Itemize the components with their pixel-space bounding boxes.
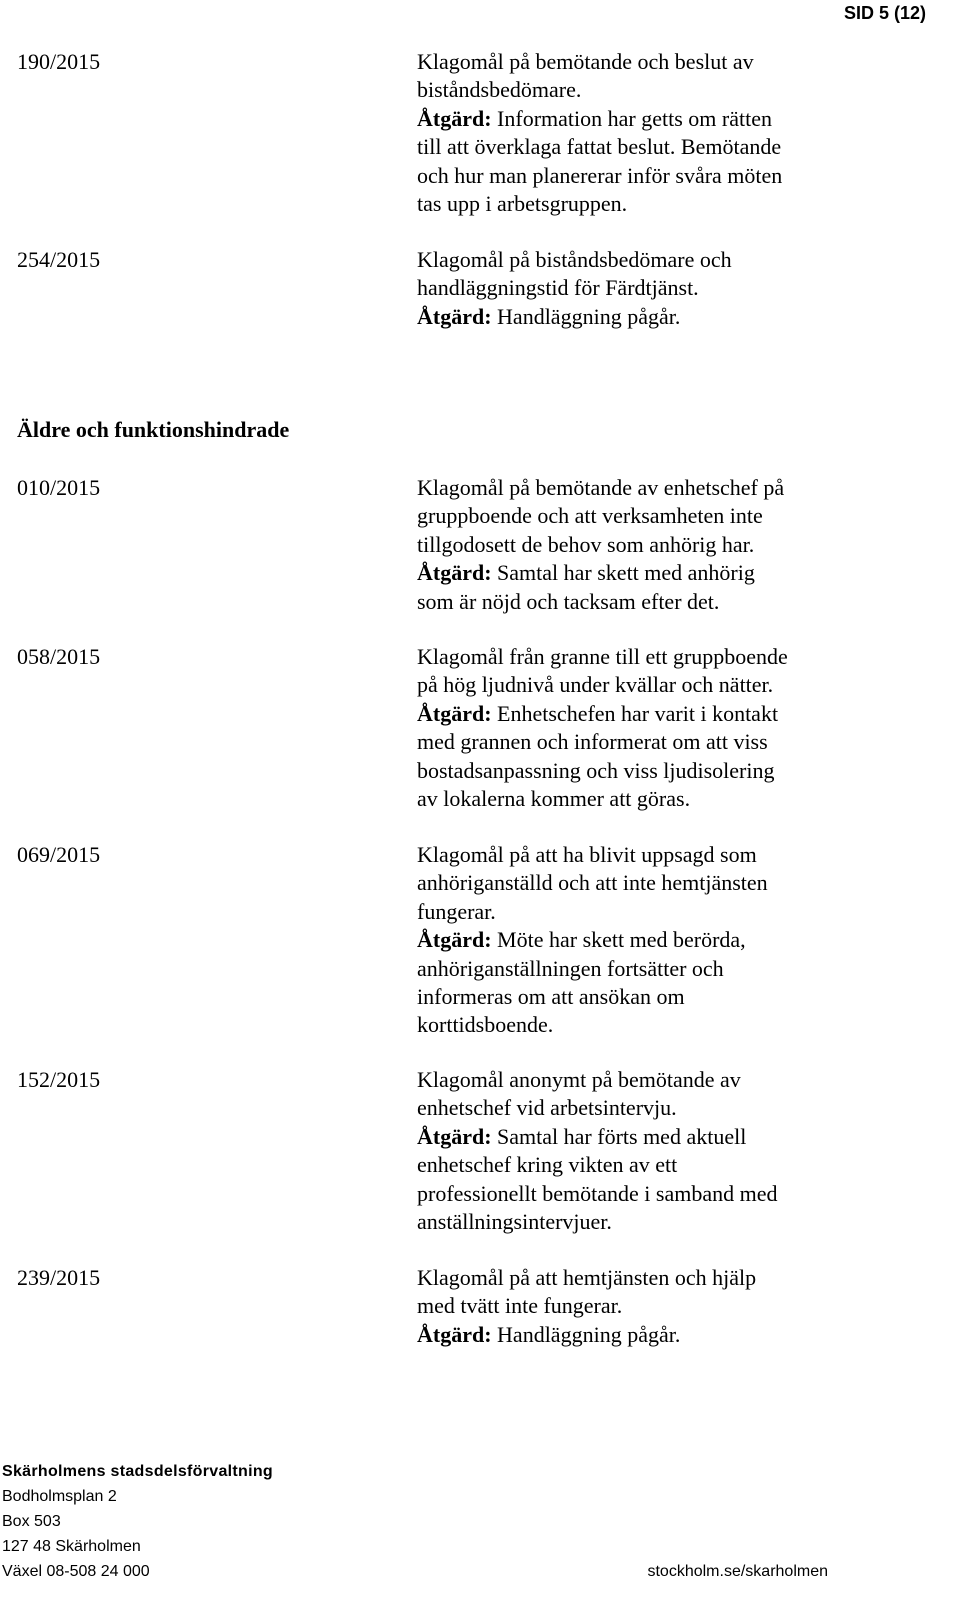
line-text: Klagomål på bemötande av enhetschef på	[417, 475, 785, 500]
description-line	[417, 869, 847, 897]
line-text: Enhetschefen har varit i kontakt	[491, 700, 779, 726]
description-line	[417, 700, 847, 728]
line-text: på hög ljudnivå under kvällar och nätter.	[417, 672, 774, 698]
line-text: med tvätt inte fungerar.	[417, 1293, 623, 1319]
action-label: Åtgärd:	[417, 1123, 492, 1149]
description-line	[417, 303, 847, 331]
line-text: anhöriganställd och att inte hemtjänsten	[417, 870, 768, 896]
description-line	[417, 898, 847, 926]
description-line	[417, 105, 847, 133]
action-label: Åtgärd:	[417, 700, 492, 726]
description-line	[417, 728, 847, 756]
complaint-description	[417, 474, 847, 616]
footer-address-line: Bodholmsplan 2	[2, 1488, 117, 1505]
line-text: med grannen och informerat om att viss	[417, 729, 768, 755]
complaint-description	[417, 643, 847, 813]
description-line	[417, 841, 847, 869]
line-text: Information har getts om rätten	[491, 105, 772, 131]
footer-website-link[interactable]: stockholm.se/skarholmen	[647, 1563, 828, 1580]
description-line	[417, 588, 847, 616]
line-text: och hur man planererar inför svåra möten	[417, 162, 783, 188]
description-line	[417, 983, 847, 1011]
description-line	[417, 1094, 847, 1122]
line-text: Klagomål på biståndsbedömare och	[417, 247, 732, 272]
description-line	[417, 246, 847, 274]
footer-org-name: Skärholmens stadsdelsförvaltning	[2, 1463, 274, 1480]
complaint-description	[417, 1264, 847, 1349]
complaint-id: 069/2015	[17, 842, 101, 867]
line-text: bostadsanpassning och viss ljudisolering	[417, 757, 775, 783]
line-text: Handläggning pågår.	[491, 1321, 681, 1347]
action-label: Åtgärd:	[417, 303, 492, 329]
description-line	[417, 1264, 847, 1292]
footer-phone: Växel 08-508 24 000	[2, 1563, 150, 1580]
description-line	[417, 1151, 847, 1179]
line-text: Handläggning pågår.	[491, 303, 681, 329]
description-line	[417, 502, 847, 530]
line-text: Klagomål anonymt på bemötande av	[417, 1067, 741, 1092]
line-text: Möte har skett med berörda,	[491, 927, 746, 953]
line-text: informeras om att ansökan om	[417, 984, 685, 1010]
description-line	[417, 1292, 847, 1320]
description-line	[417, 1066, 847, 1094]
description-line	[417, 757, 847, 785]
description-line	[417, 133, 847, 161]
line-text: som är nöjd och tacksam efter det.	[417, 588, 720, 614]
line-text: tillgodosett de behov som anhörig har.	[417, 531, 755, 557]
complaint-description	[417, 1066, 847, 1236]
line-text: korttidsboende.	[417, 1012, 554, 1038]
complaint-id: 152/2015	[17, 1067, 101, 1092]
line-text: Klagomål på att ha blivit uppsagd som	[417, 842, 757, 867]
line-text: professionellt bemötande i samband med	[417, 1180, 778, 1206]
line-text: fungerar.	[417, 898, 496, 924]
line-text: anställningsintervjuer.	[417, 1209, 612, 1235]
description-line	[417, 1123, 847, 1151]
description-line	[417, 785, 847, 813]
complaint-description	[417, 246, 847, 331]
page-number: SID 5 (12)	[843, 3, 926, 23]
action-label: Åtgärd:	[417, 560, 492, 586]
description-line	[417, 643, 847, 671]
line-text: enhetschef vid arbetsintervju.	[417, 1095, 677, 1121]
line-text: enhetschef kring vikten av ett	[417, 1152, 678, 1178]
footer-address-line: Box 503	[2, 1513, 61, 1530]
line-text: anhöriganställningen fortsätter och	[417, 955, 724, 981]
action-label: Åtgärd:	[417, 1321, 492, 1347]
description-line	[417, 1208, 847, 1236]
description-line	[417, 955, 847, 983]
line-text: Samtal har förts med aktuell	[491, 1123, 747, 1149]
description-line	[417, 559, 847, 587]
complaint-id: 010/2015	[17, 475, 101, 500]
complaint-description	[417, 48, 847, 218]
description-line	[417, 671, 847, 699]
footer-address-line: 127 48 Skärholmen	[2, 1538, 141, 1555]
complaint-id: 254/2015	[17, 247, 101, 272]
footer	[0, 1459, 960, 1584]
line-text: till att överklaga fattat beslut. Bemötande	[417, 134, 782, 160]
line-text: gruppboende och att verksamheten inte	[417, 503, 763, 529]
description-line	[417, 274, 847, 302]
description-line	[417, 531, 847, 559]
section-heading: Äldre och funktionshindrade	[17, 417, 290, 442]
description-line	[417, 474, 847, 502]
line-text: Klagomål från granne till ett gruppboende	[417, 644, 788, 669]
line-text: Samtal har skett med anhörig	[491, 560, 755, 586]
line-text: tas upp i arbetsgruppen.	[417, 191, 628, 217]
line-text: Klagomål på att hemtjänsten och hjälp	[417, 1265, 757, 1290]
description-line	[417, 926, 847, 954]
description-line	[417, 76, 847, 104]
complaint-id: 190/2015	[17, 49, 101, 74]
description-line	[417, 190, 847, 218]
complaint-description	[417, 841, 847, 1040]
complaint-id: 239/2015	[17, 1265, 101, 1290]
action-label: Åtgärd:	[417, 927, 492, 953]
description-line	[417, 162, 847, 190]
description-line	[417, 1321, 847, 1349]
description-line	[417, 1011, 847, 1039]
complaint-id: 058/2015	[17, 644, 101, 669]
action-label: Åtgärd:	[417, 105, 492, 131]
line-text: handläggningstid för Färdtjänst.	[417, 275, 699, 301]
description-line	[417, 48, 847, 76]
description-line	[417, 1180, 847, 1208]
line-text: av lokalerna kommer att göras.	[417, 786, 691, 812]
line-text: biståndsbedömare.	[417, 77, 582, 103]
line-text: Klagomål på bemötande och beslut av	[417, 49, 754, 74]
